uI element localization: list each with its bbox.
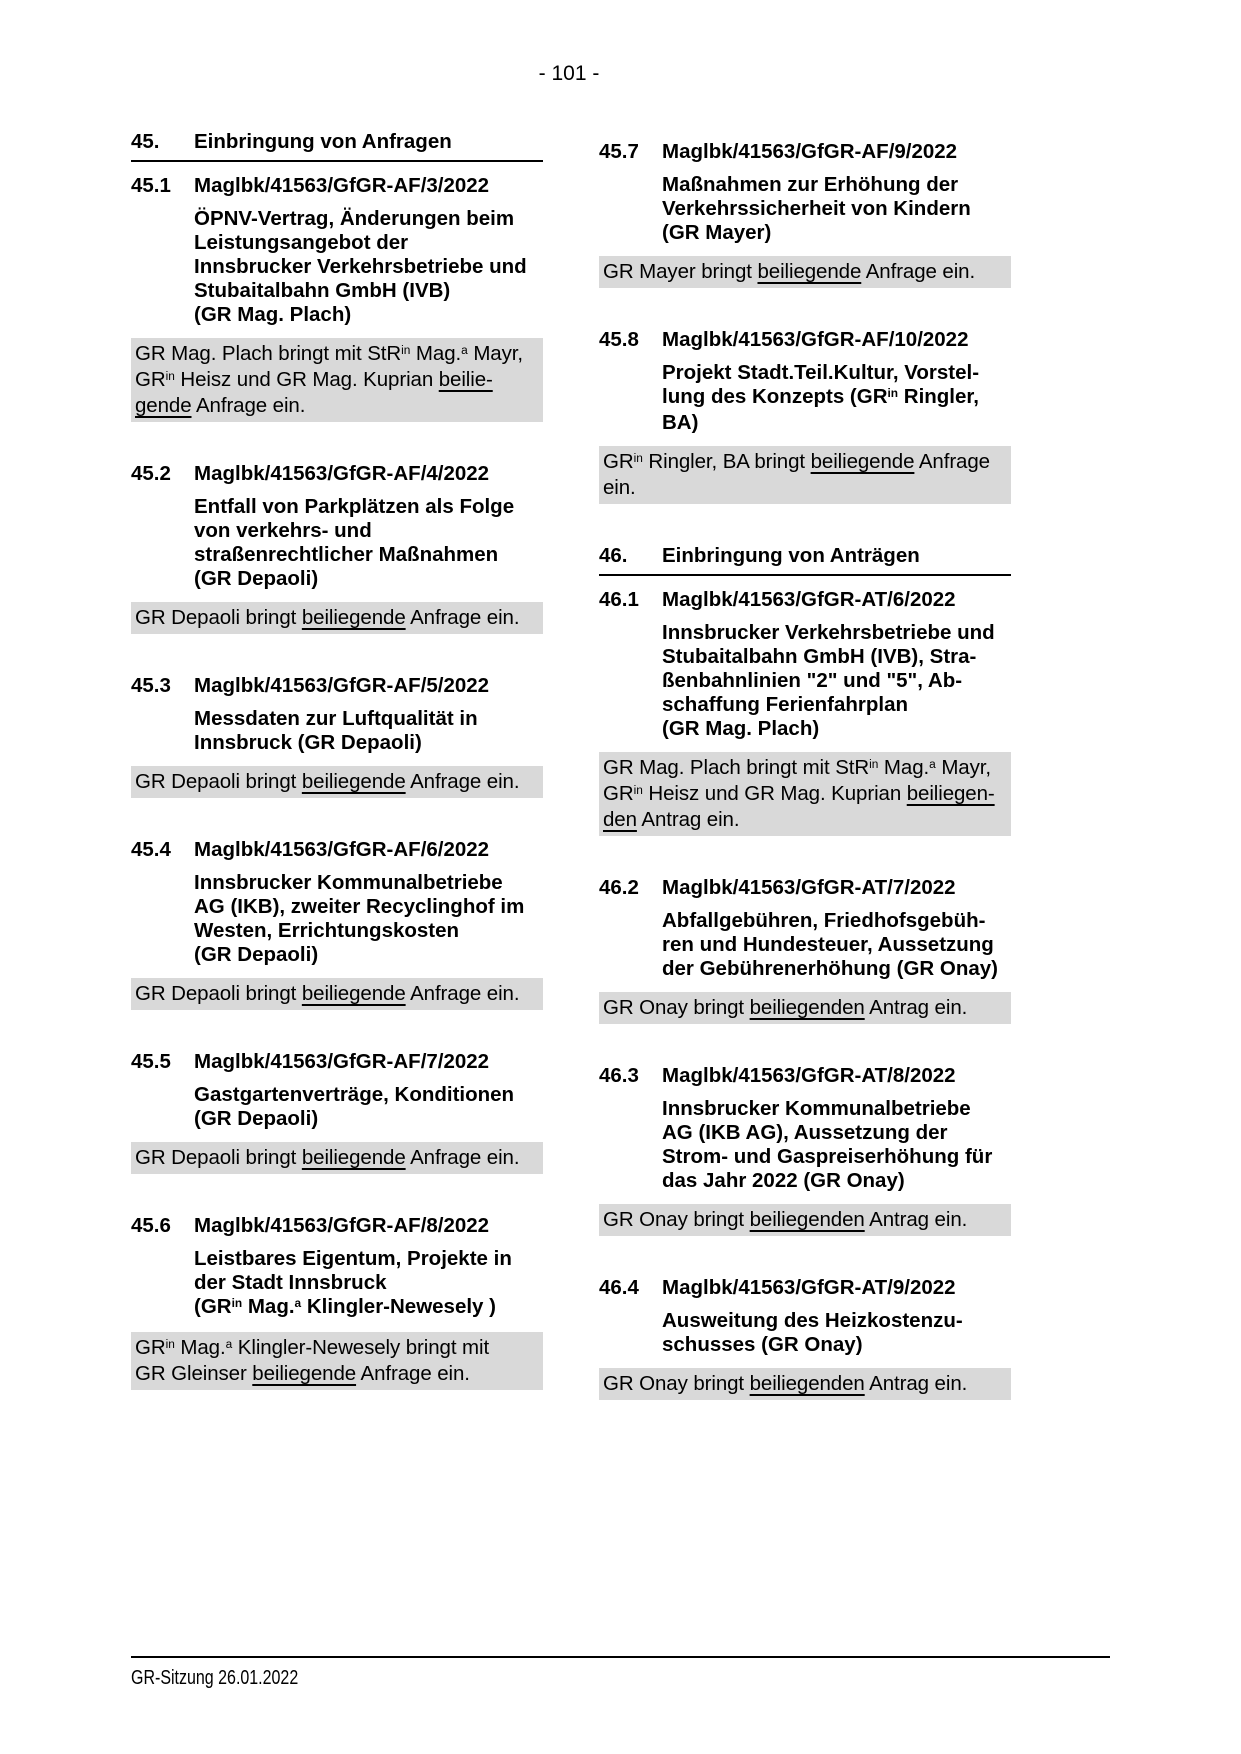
item-title: Abfallgebühren, Friedhofsgebüh- ren und Hundesteuer, Aussetzung der Gebührenerhöhung (GR Onay) — [662, 909, 998, 980]
item-title: Ausweitung des Heizkostenzu- schusses (GR Onay) — [662, 1309, 963, 1356]
footer-divider — [131, 1656, 1110, 1658]
item-note: $GR^{in}$ Mag.$^a$ Klingler-Newesely bringt mit GR Gleinser beiliegende Anfrage ein. — [131, 1332, 543, 1390]
page-number: - 101 - — [538, 62, 600, 85]
item-title: Innsbrucker Kommunalbetriebe AG (IKB), zweiter Recyclinghof im Westen, Errichtungskosten (GR Depaoli) — [194, 871, 525, 966]
item-reference: Maglbk/41563/GfGR-AF/10/2022 — [662, 328, 969, 351]
item-title: Maßnahmen zur Erhöhung der Verkehrssicherheit von Kindern (GR Mayer) — [662, 173, 971, 244]
section-heading-46 — [599, 544, 1011, 576]
section-title: Einbringung von Anträgen — [662, 544, 920, 567]
item-number: 45.1 — [131, 174, 171, 197]
item-number: 45.3 — [131, 674, 171, 697]
item-number: 45.2 — [131, 462, 171, 485]
item-number: 45.6 — [131, 1214, 171, 1237]
item-title: Innsbrucker Kommunalbetriebe AG (IKB AG), Aussetzung der Strom- und Gaspreiserhöhung für das Jahr 2022 (GR Onay) — [662, 1097, 993, 1192]
item-number: 46.1 — [599, 588, 639, 611]
column-left — [131, 130, 543, 1430]
item-note: GR Mag. Plach bringt mit StR$^{in}$ Mag.$^a$ Mayr, $GR^{in}$ Heisz und GR Mag. Kuprian beiliegen- den Antrag ein. — [599, 752, 1011, 836]
item-note: GR Onay bringt beiliegenden Antrag ein. — [599, 992, 1011, 1024]
section-number: 46. — [599, 544, 628, 567]
item-reference: Maglbk/41563/GfGR-AT/9/2022 — [662, 1276, 956, 1299]
item-45-3 — [131, 674, 543, 798]
item-reference: Maglbk/41563/GfGR-AT/8/2022 — [662, 1064, 956, 1087]
item-title: Entfall von Parkplätzen als Folge von verkehrs- und straßenrechtlicher Maßnahmen (GR Depaoli) — [194, 495, 515, 590]
item-title: Projekt Stadt.Teil.Kultur, Vorstel- lung des Konzepts ($GR^{in}$ Ringler, BA) — [662, 361, 980, 434]
item-reference: Maglbk/41563/GfGR-AT/6/2022 — [662, 588, 956, 611]
section-title: Einbringung von Anfragen — [194, 130, 452, 153]
item-note: GR Onay bringt beiliegenden Antrag ein. — [599, 1204, 1011, 1236]
item-45-6 — [131, 1214, 543, 1390]
item-title: Innsbrucker Verkehrsbetriebe und Stubaitalbahn GmbH (IVB), Stra- ßenbahnlinien "2" und "5", Ab- schaffung Ferienfahrplan (GR Mag. Plach) — [662, 621, 995, 740]
item-reference: Maglbk/41563/GfGR-AF/4/2022 — [194, 462, 490, 485]
item-45-8 — [599, 328, 1011, 504]
item-note: GR Mayer bringt beiliegende Anfrage ein. — [599, 256, 1011, 288]
item-note: GR Depaoli bringt beiliegende Anfrage ein. — [131, 766, 543, 798]
section-heading-45 — [131, 130, 543, 162]
item-title: Gastgartenverträge, Konditionen (GR Depaoli) — [194, 1083, 515, 1130]
item-reference: Maglbk/41563/GfGR-AF/7/2022 — [194, 1050, 490, 1073]
item-note: GR Onay bringt beiliegenden Antrag ein. — [599, 1368, 1011, 1400]
item-reference: Maglbk/41563/GfGR-AT/7/2022 — [662, 876, 956, 899]
item-45-1 — [131, 174, 543, 422]
item-note: $GR^{in}$ Ringler, BA bringt beiliegende Anfrage ein. — [599, 446, 1011, 504]
item-title: Leistbares Eigentum, Projekte in der Stadt Innsbruck ($GR^{in}$ Mag.$^a$ Klingler-Newesely ) — [194, 1247, 512, 1318]
item-note: GR Depaoli bringt beiliegende Anfrage ein. — [131, 602, 543, 634]
item-number: 45.4 — [131, 838, 171, 861]
item-number: 46.3 — [599, 1064, 639, 1087]
item-note: GR Mag. Plach bringt mit StR$^{in}$ Mag.$^a$ Mayr, $GR^{in}$ Heisz und GR Mag. Kuprian beilie- gende Anfrage ein. — [131, 338, 543, 422]
item-45-2 — [131, 462, 543, 634]
item-46-1 — [599, 588, 1011, 836]
item-45-7 — [599, 140, 1011, 288]
item-number: 46.2 — [599, 876, 639, 899]
item-reference: Maglbk/41563/GfGR-AF/9/2022 — [662, 140, 958, 163]
item-46-4 — [599, 1276, 1011, 1400]
item-45-5 — [131, 1050, 543, 1174]
footer-text: GR-Sitzung 26.01.2022 — [131, 1667, 299, 1689]
item-number: 46.4 — [599, 1276, 639, 1299]
item-46-3 — [599, 1064, 1011, 1236]
item-reference: Maglbk/41563/GfGR-AF/6/2022 — [194, 838, 490, 861]
column-right — [599, 140, 1011, 1440]
item-46-2 — [599, 876, 1011, 1024]
item-note: GR Depaoli bringt beiliegende Anfrage ein. — [131, 1142, 543, 1174]
item-reference: Maglbk/41563/GfGR-AF/8/2022 — [194, 1214, 490, 1237]
section-number: 45. — [131, 130, 160, 153]
item-reference: Maglbk/41563/GfGR-AF/3/2022 — [194, 174, 490, 197]
item-note: GR Depaoli bringt beiliegende Anfrage ein. — [131, 978, 543, 1010]
item-45-4 — [131, 838, 543, 1010]
item-reference: Maglbk/41563/GfGR-AF/5/2022 — [194, 674, 490, 697]
item-number: 45.7 — [599, 140, 639, 163]
item-number: 45.5 — [131, 1050, 171, 1073]
item-title: ÖPNV-Vertrag, Änderungen beim Leistungsangebot der Innsbrucker Verkehrsbetriebe und Stubaitalbahn GmbH (IVB) (GR Mag. Plach) — [194, 207, 527, 326]
item-title: Messdaten zur Luftqualität in Innsbruck (GR Depaoli) — [194, 707, 478, 754]
item-number: 45.8 — [599, 328, 639, 351]
